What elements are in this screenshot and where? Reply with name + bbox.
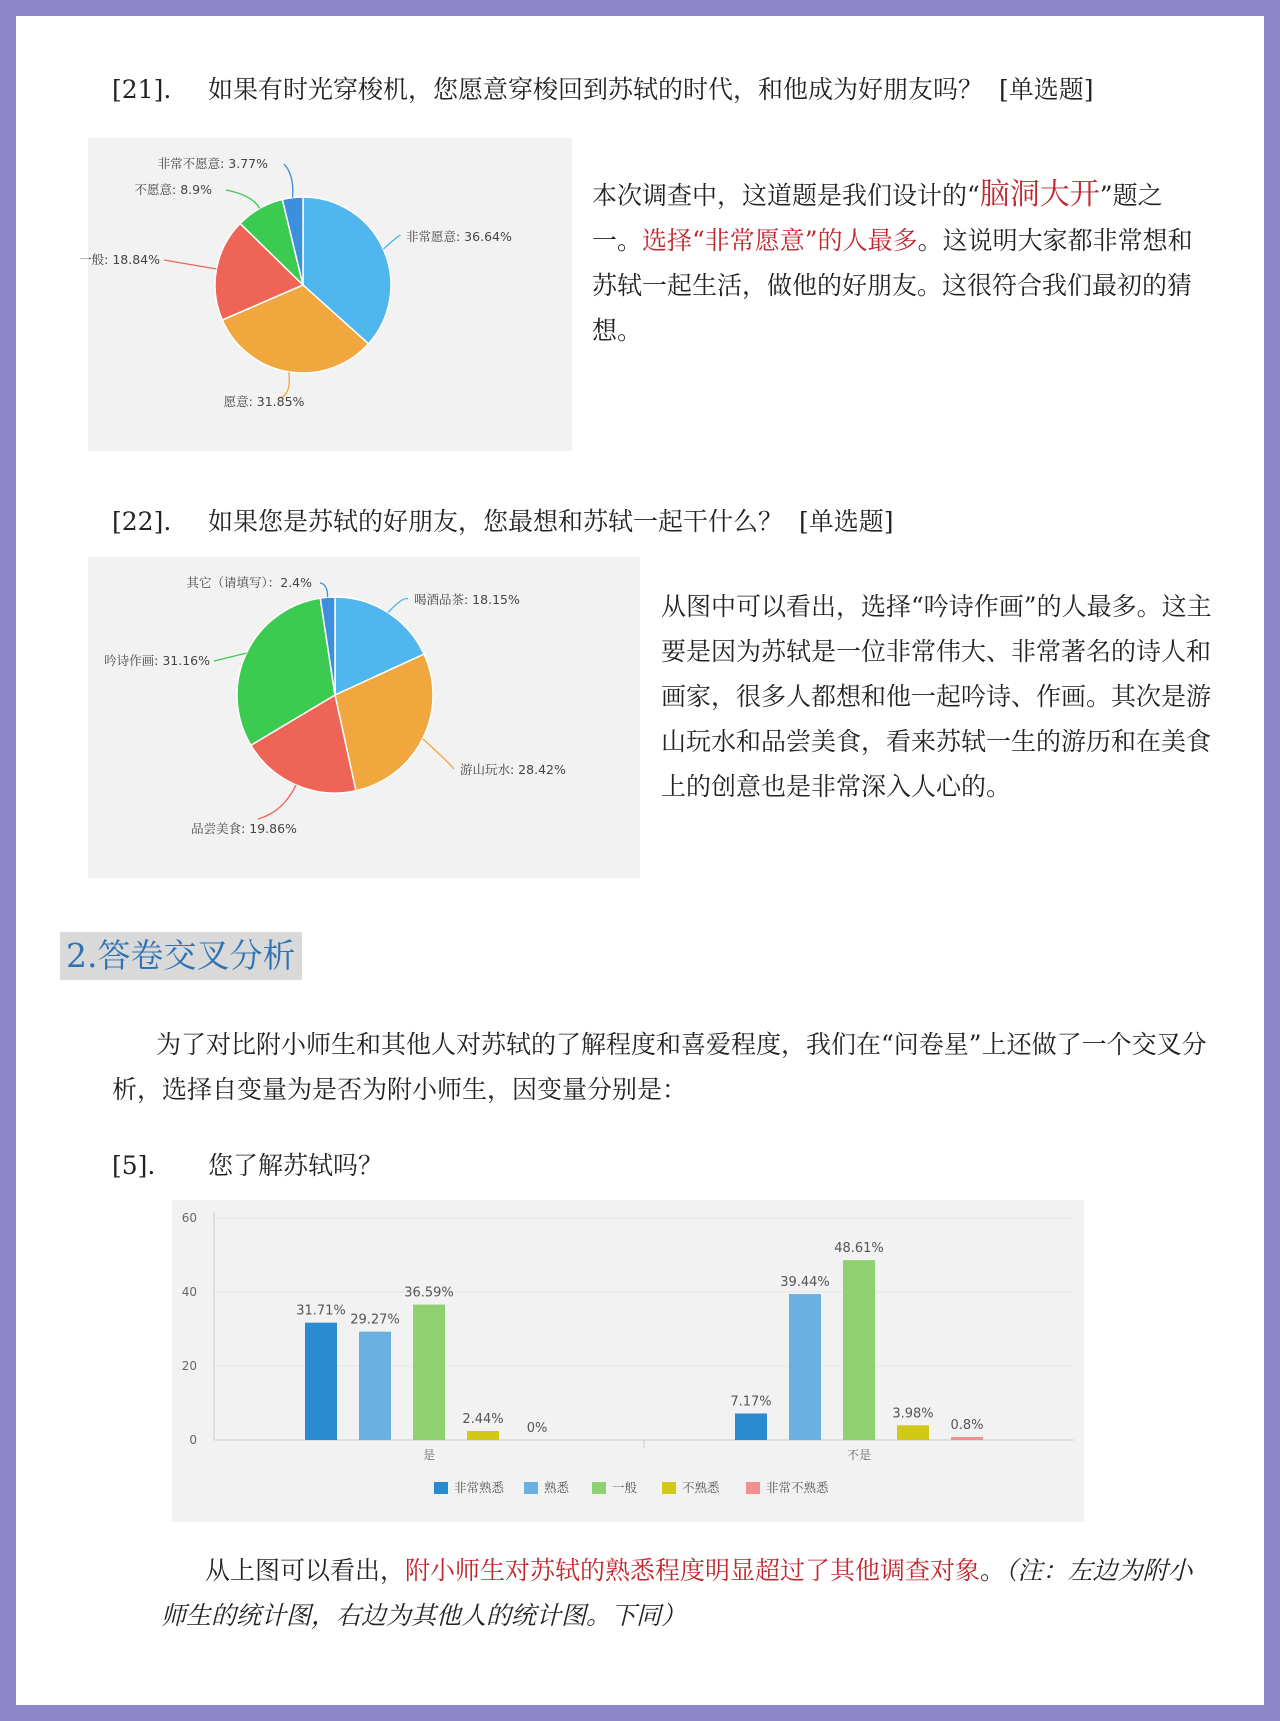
highlight-text: 脑洞大开: [979, 177, 1100, 212]
pie-chart-q21: [79, 138, 572, 451]
pie-label: 其它（请填写）：2.4%: [186, 575, 312, 590]
question-21: [112, 70, 1093, 106]
pie-label: 愿意: 31.85%: [223, 394, 305, 409]
pie-chart-svg: [79, 138, 572, 451]
x-category-label: 是: [422, 1448, 436, 1462]
question-text: 如果有时光穿梭机，您愿意穿梭回到苏轼的时代，和他成为好朋友吗？: [208, 75, 984, 104]
bar: [413, 1305, 445, 1440]
pie-label: 吟诗作画: 31.16%: [104, 653, 210, 668]
question-number: [21].: [112, 75, 172, 104]
legend-label: 不熟悉: [682, 1480, 720, 1495]
bar-value-label: 31.71%: [296, 1303, 346, 1319]
legend-label: 熟悉: [544, 1480, 570, 1495]
pie-chart-svg: [88, 557, 640, 878]
x-category-label: 不是: [846, 1448, 872, 1462]
legend-swatch: [746, 1482, 760, 1494]
bar: [735, 1413, 767, 1440]
conclusion-text: 。: [980, 1556, 1006, 1585]
bar: [359, 1332, 391, 1440]
pie-leader-line: [226, 190, 260, 208]
conclusion: [161, 1548, 1217, 1638]
question-number: [5].: [112, 1151, 156, 1180]
conclusion-text: 从上图可以看出，: [205, 1556, 406, 1585]
legend-swatch: [434, 1482, 448, 1494]
pie-leader-line: [284, 164, 293, 198]
bar-chart-svg: [172, 1200, 1084, 1522]
legend-swatch: [662, 1482, 676, 1494]
y-tick-label: 60: [181, 1211, 197, 1225]
highlight-text: 选择“非常愿意”的人最多: [642, 226, 918, 255]
bar: [789, 1294, 821, 1440]
bar-value-label: 2.44%: [462, 1411, 504, 1427]
bar: [897, 1425, 929, 1440]
y-tick-label: 20: [181, 1359, 197, 1373]
question-number: [22].: [112, 507, 172, 536]
section-intro: 为了对比附小师生和其他人对苏轼的了解程度和喜爱程度，我们在“问卷星”上还做了一个交叉分析，选择自变量为是否为附小师生，因变量分别是：: [112, 1030, 1207, 1104]
section-heading: 2.答卷交叉分析: [60, 932, 302, 980]
pie-leader-line: [383, 235, 400, 249]
pie-label: 游山玩水: 28.42%: [460, 762, 566, 777]
pie-chart-q22: [88, 557, 640, 878]
pie-leader-line: [423, 739, 454, 769]
pie-label: 一般: 18.84%: [79, 252, 160, 267]
document-page: [16, 16, 1264, 1705]
desc-text: 。这说明大家都非常想和苏轼一起生活，做他的好朋友。这很符合我们最初的猜想。: [592, 226, 1193, 345]
bar-value-label: 29.27%: [350, 1312, 400, 1328]
highlight-text: 附小师生对苏轼的熟悉程度明显超过了其他调查对象: [405, 1556, 981, 1585]
bar: [951, 1437, 983, 1440]
bar: [843, 1260, 875, 1440]
question-5: [112, 1146, 383, 1182]
y-tick-label: 0: [189, 1433, 197, 1447]
legend-label: 非常不熟悉: [766, 1480, 829, 1495]
pie-label: 非常不愿意: 3.77%: [157, 156, 268, 171]
bar-value-label: 36.59%: [404, 1285, 454, 1301]
pie-label: 喝酒品茶: 18.15%: [414, 592, 520, 607]
question-text: 如果您是苏轼的好朋友，您最想和苏轼一起干什么？: [208, 507, 784, 536]
bar-value-label: 0%: [526, 1421, 548, 1436]
pie-leader-line: [164, 260, 216, 269]
bar-value-label: 39.44%: [780, 1275, 830, 1291]
bar-value-label: 0.8%: [950, 1418, 984, 1434]
legend-swatch: [524, 1482, 538, 1494]
bar: [467, 1431, 499, 1440]
note-text: （注：左边为附小师生的统计图，右边为其他人的统计图。下同）: [161, 1556, 1193, 1630]
q21-description: [592, 172, 1212, 353]
bar-value-label: 3.98%: [892, 1406, 934, 1422]
pie-leader-line: [388, 598, 408, 612]
bar: [305, 1323, 337, 1440]
pie-leader-line: [320, 583, 328, 597]
question-type: [单选题]: [798, 507, 894, 536]
desc-text: ”题之一。: [592, 181, 1163, 255]
bar-value-label: 48.61%: [834, 1241, 884, 1257]
question-text: 您了解苏轼吗？: [208, 1151, 384, 1180]
question-type: [单选题]: [998, 75, 1094, 104]
bar-value-label: 7.17%: [730, 1394, 772, 1410]
pie-label: 不愿意: 8.9%: [134, 182, 212, 197]
bar-chart-q5: [172, 1200, 1084, 1522]
y-tick-label: 40: [181, 1285, 197, 1299]
legend-label: 一般: [612, 1480, 638, 1495]
legend-label: 非常熟悉: [454, 1480, 505, 1495]
pie-leader-line: [214, 653, 246, 661]
pie-leader-line: [258, 785, 296, 819]
legend-swatch: [592, 1482, 606, 1494]
pie-label: 非常愿意: 36.64%: [406, 229, 512, 244]
pie-label: 品尝美食: 19.86%: [191, 821, 297, 836]
question-22: [112, 502, 893, 538]
desc-text: 本次调查中，这道题是我们设计的“: [592, 181, 980, 210]
q22-description: 从图中可以看出，选择“吟诗作画”的人最多。这主要是因为苏轼是一位非常伟大、非常著名的诗人和画家，很多人都想和他一起吟诗、作画。其次是游山玩水和品尝美食，看来苏轼一生的游历和在美食上的创意也是非常深入人心的。: [661, 592, 1212, 801]
